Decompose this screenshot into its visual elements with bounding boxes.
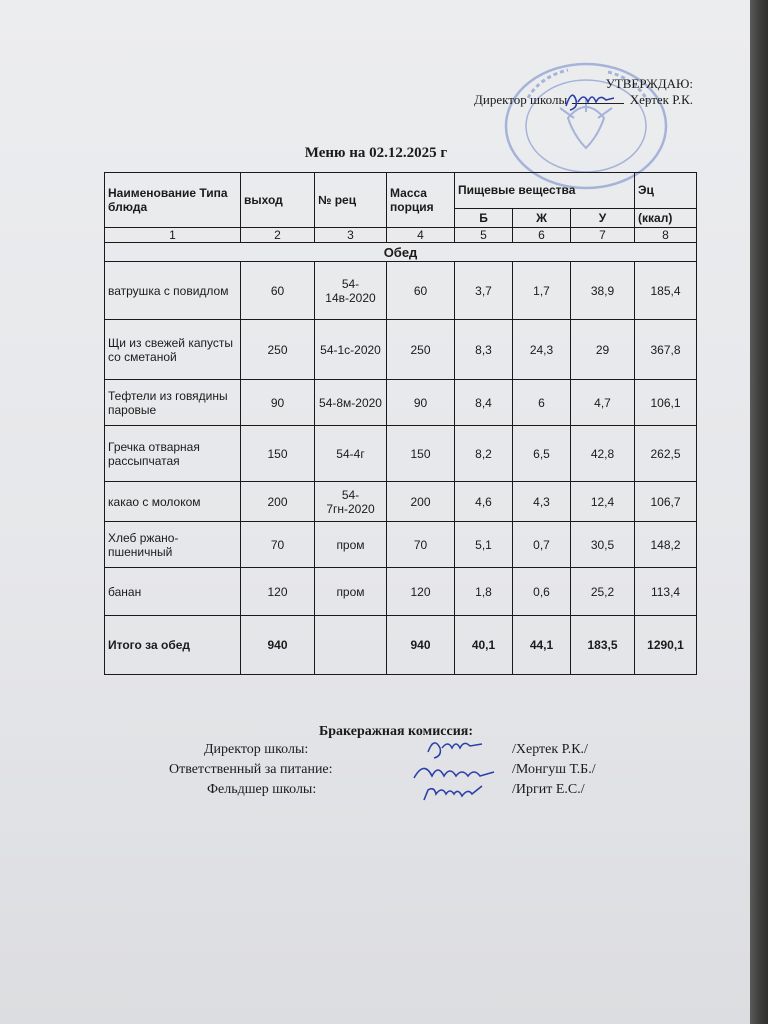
dish-energy: 106,1 — [635, 380, 697, 426]
dish-energy: 262,5 — [635, 426, 697, 482]
dish-fat: 1,7 — [513, 262, 571, 320]
dish-carbs: 25,2 — [571, 568, 635, 616]
total-yield: 940 — [241, 616, 315, 675]
dish-fat: 6,5 — [513, 426, 571, 482]
total-protein: 40,1 — [455, 616, 513, 675]
dish-carbs: 4,7 — [571, 380, 635, 426]
dish-mass: 150 — [387, 426, 455, 482]
dish-recipe: 54-1с-2020 — [315, 320, 387, 380]
dish-protein: 4,6 — [455, 482, 513, 522]
table-row — [105, 522, 697, 568]
approval-heading: УТВЕРЖДАЮ: — [605, 76, 693, 91]
dish-mass: 120 — [387, 568, 455, 616]
dish-fat: 0,7 — [513, 522, 571, 568]
table-row — [105, 568, 697, 616]
total-energy: 1290,1 — [635, 616, 697, 675]
table-row — [105, 380, 697, 426]
dish-mass: 250 — [387, 320, 455, 380]
column-numbers-row — [105, 228, 697, 243]
dish-protein: 1,8 — [455, 568, 513, 616]
dish-yield: 150 — [241, 426, 315, 482]
menu-table — [104, 172, 697, 675]
commission-role: Ответственный за питание: — [169, 762, 333, 777]
column-number: 5 — [455, 228, 513, 243]
dish-yield: 120 — [241, 568, 315, 616]
dish-name: Щи из свежей капусты со сметаной — [105, 320, 241, 380]
dish-protein: 8,4 — [455, 380, 513, 426]
commission-block — [0, 724, 752, 740]
dish-mass: 70 — [387, 522, 455, 568]
header-row — [105, 173, 697, 209]
table-row — [105, 426, 697, 482]
total-fat: 44,1 — [513, 616, 571, 675]
commission-name: /Иргит Е.С./ — [512, 782, 585, 797]
commission-role: Фельдшер школы: — [207, 782, 317, 797]
dish-energy: 367,8 — [635, 320, 697, 380]
approval-director-label: Директор школы — [474, 92, 568, 107]
commission-name: /Монгуш Т.Б./ — [512, 762, 596, 777]
column-number: 1 — [105, 228, 241, 243]
dish-mass: 200 — [387, 482, 455, 522]
dish-mass: 90 — [387, 380, 455, 426]
section-title: Обед — [105, 243, 697, 262]
header-energy: Эц — [635, 173, 697, 209]
header-carbs: У — [571, 208, 635, 227]
dish-fat: 24,3 — [513, 320, 571, 380]
dish-carbs: 38,9 — [571, 262, 635, 320]
dish-carbs: 29 — [571, 320, 635, 380]
dish-fat: 6 — [513, 380, 571, 426]
column-number: 4 — [387, 228, 455, 243]
dish-carbs: 12,4 — [571, 482, 635, 522]
dish-fat: 0,6 — [513, 568, 571, 616]
column-number: 8 — [635, 228, 697, 243]
menu-title: Меню на 02.12.2025 г — [304, 145, 448, 161]
dish-mass: 60 — [387, 262, 455, 320]
dish-name: какао с молоком — [105, 482, 241, 522]
column-number: 2 — [241, 228, 315, 243]
table-row — [105, 262, 697, 320]
dish-name: Хлеб ржано-пшеничный — [105, 522, 241, 568]
dish-carbs: 30,5 — [571, 522, 635, 568]
dish-name: банан — [105, 568, 241, 616]
header-mass: Масса порция — [387, 173, 455, 228]
section-row — [105, 243, 697, 262]
commission-heading: Бракеражная комиссия: — [319, 724, 473, 739]
total-recipe — [315, 616, 387, 675]
dish-yield: 250 — [241, 320, 315, 380]
total-carbs: 183,5 — [571, 616, 635, 675]
dish-recipe: 54-7гн-2020 — [315, 482, 387, 522]
dish-recipe: 54-14в-2020 — [315, 262, 387, 320]
header-nutrients: Пищевые вещества — [455, 173, 635, 209]
dish-protein: 8,3 — [455, 320, 513, 380]
dish-protein: 8,2 — [455, 426, 513, 482]
column-number: 6 — [513, 228, 571, 243]
header-name: Наименование Типа блюда — [105, 173, 241, 228]
dish-yield: 200 — [241, 482, 315, 522]
header-yield: выход — [241, 173, 315, 228]
dish-yield: 90 — [241, 380, 315, 426]
dish-protein: 5,1 — [455, 522, 513, 568]
total-mass: 940 — [387, 616, 455, 675]
column-number: 3 — [315, 228, 387, 243]
commission-name: /Хертек Р.К./ — [512, 742, 588, 757]
column-number: 7 — [571, 228, 635, 243]
dish-yield: 70 — [241, 522, 315, 568]
commission-signatures — [410, 732, 510, 812]
dish-fat: 4,3 — [513, 482, 571, 522]
dish-recipe: пром — [315, 522, 387, 568]
dish-energy: 185,4 — [635, 262, 697, 320]
dish-recipe: 54-4г — [315, 426, 387, 482]
table-row — [105, 320, 697, 380]
header-recipe: № рец — [315, 173, 387, 228]
page-edge-background — [750, 0, 768, 1024]
commission-role: Директор школы: — [204, 742, 309, 757]
dish-energy: 113,4 — [635, 568, 697, 616]
dish-recipe: пром — [315, 568, 387, 616]
header-energy-unit: (ккал) — [635, 208, 697, 227]
dish-name: ватрушка с повидлом — [105, 262, 241, 320]
director-signature — [560, 84, 620, 114]
dish-energy: 106,7 — [635, 482, 697, 522]
dish-name: Гречка отварная рассыпчатая — [105, 426, 241, 482]
dish-recipe: 54-8м-2020 — [315, 380, 387, 426]
approval-director-name: Хертек Р.К. — [629, 92, 693, 107]
dish-energy: 148,2 — [635, 522, 697, 568]
header-protein: Б — [455, 208, 513, 227]
dish-carbs: 42,8 — [571, 426, 635, 482]
dish-name: Тефтели из говядины паровые — [105, 380, 241, 426]
dish-protein: 3,7 — [455, 262, 513, 320]
dish-yield: 60 — [241, 262, 315, 320]
header-fat: Ж — [513, 208, 571, 227]
total-name: Итого за обед — [105, 616, 241, 675]
table-row — [105, 482, 697, 522]
total-row — [105, 616, 697, 675]
